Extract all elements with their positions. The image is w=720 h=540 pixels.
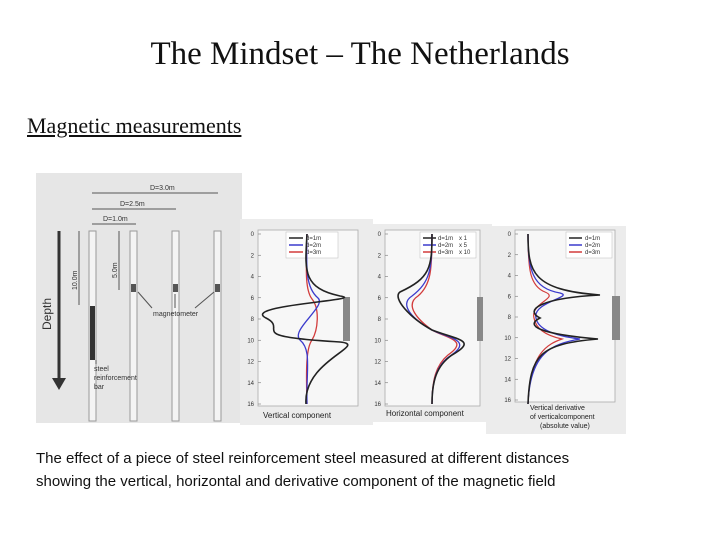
caption-line: The effect of a piece of steel reinforcement steel measured at different distances: [36, 450, 570, 467]
caption-line: showing the vertical, horizontal and derivative component of the magnetic field: [36, 473, 556, 490]
y-tick-label: 16: [504, 398, 511, 404]
bar-label: reinforcement: [94, 375, 137, 382]
y-tick-label: 8: [377, 317, 381, 323]
y-tick-label: 4: [377, 274, 381, 281]
legend-entry: d=1m: [306, 236, 322, 242]
dimension-label: D=3.0m: [150, 185, 175, 192]
derivative-panel: [486, 226, 626, 434]
legend: [286, 232, 338, 258]
figure-caption: [36, 447, 696, 493]
legend-entry: d=3m: [306, 250, 322, 256]
slide-title: The Mindset – The Netherlands: [150, 36, 570, 72]
steel-bar-marker: [477, 297, 483, 341]
y-tick-label: 2: [507, 252, 511, 259]
legend-multiplier: x 5: [459, 243, 468, 249]
legend: [420, 232, 476, 258]
legend-entry: d=2m: [438, 243, 454, 249]
y-tick-label: 0: [250, 232, 254, 238]
y-tick-label: 0: [377, 232, 381, 238]
magnetometer-label: magnetometer: [153, 311, 199, 318]
y-tick-label: 0: [507, 232, 511, 238]
legend-multiplier: x 10: [459, 250, 471, 256]
y-tick-label: 4: [250, 274, 254, 281]
length-label: 5.0m: [112, 262, 119, 278]
section-heading: Magnetic measurements: [27, 113, 242, 138]
y-tick-label: 12: [247, 359, 254, 366]
y-tick-label: 16: [247, 402, 254, 408]
y-tick-label: 2: [250, 253, 254, 260]
length-label: 10.0m: [72, 270, 79, 290]
y-tick-label: 8: [250, 317, 254, 323]
legend-entry: d=3m: [585, 250, 601, 256]
panel-caption: Vertical derivative: [530, 405, 585, 412]
y-tick-label: 6: [377, 295, 381, 302]
dimension-label: D=1.0m: [103, 216, 128, 223]
y-tick-label: 10: [247, 338, 254, 345]
schematic-panel: [36, 173, 242, 423]
steel-bar-marker: [612, 296, 620, 340]
legend: [566, 232, 612, 258]
vertical-component-panel: [240, 219, 373, 425]
depth-axis-label: Depth: [40, 297, 54, 330]
y-tick-label: 2: [377, 253, 381, 260]
y-tick-label: 10: [504, 335, 511, 342]
legend-entry: d=2m: [585, 243, 601, 249]
legend-entry: d=1m: [585, 236, 601, 242]
y-tick-label: 14: [374, 380, 381, 387]
legend-entry: d=1m: [438, 236, 454, 242]
y-tick-label: 14: [247, 380, 254, 387]
horizontal-component-panel: [373, 224, 501, 422]
legend-entry: d=3m: [438, 250, 454, 256]
steel-bar-marker: [343, 297, 350, 341]
panel-caption: Horizontal component: [386, 409, 464, 418]
y-tick-label: 16: [374, 402, 381, 408]
y-tick-label: 12: [504, 356, 511, 363]
panel-caption: (absolute value): [540, 423, 590, 430]
panel-caption: of verticalcomponent: [530, 414, 595, 421]
legend-entry: d=2m: [306, 243, 322, 249]
y-tick-label: 8: [507, 315, 511, 321]
y-tick-label: 6: [507, 294, 511, 301]
dimension-label: D=2.5m: [120, 201, 145, 208]
y-tick-label: 14: [504, 377, 511, 384]
panel-caption: Vertical component: [263, 411, 332, 420]
y-tick-label: 6: [250, 295, 254, 302]
bar-label: bar: [94, 384, 105, 391]
y-tick-label: 10: [374, 338, 381, 345]
bar-label: steel: [94, 366, 109, 373]
y-tick-label: 12: [374, 359, 381, 366]
legend-multiplier: x 1: [459, 236, 468, 242]
y-tick-label: 4: [507, 273, 511, 280]
